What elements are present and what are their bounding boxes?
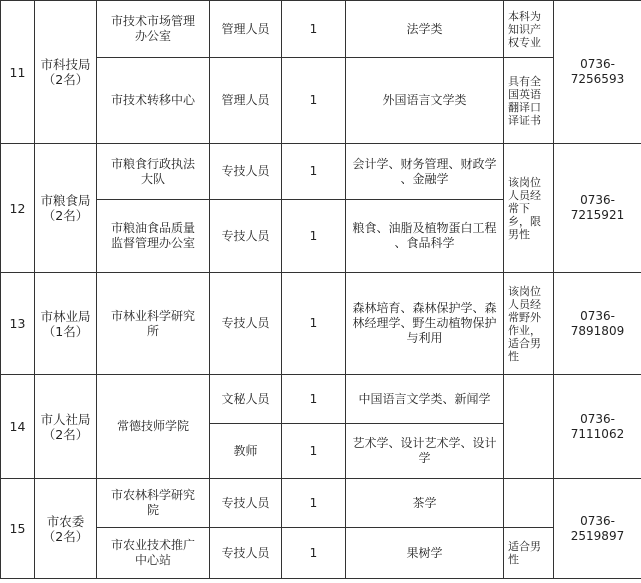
position-count: 1 [282, 58, 346, 144]
remark: 该岗位 人员经 常野外 作业， 适合男 性 [504, 273, 554, 375]
position-count: 1 [282, 200, 346, 273]
position-count: 1 [282, 424, 346, 479]
position-type: 文秘人员 [210, 375, 282, 424]
unit-name: 市技术转移中心 [97, 58, 210, 144]
phone: 0736- 7256593 [554, 1, 641, 144]
table-row [1, 1, 641, 58]
table-row [1, 144, 641, 200]
major-requirement: 中国语言文学类、新闻学 [346, 375, 504, 424]
position-count: 1 [282, 479, 346, 528]
unit-name: 市林业科学研究 所 [97, 273, 210, 375]
unit-name: 市粮食行政执法 大队 [97, 144, 210, 200]
table-row [1, 479, 641, 528]
major-requirement: 粮食、油脂及植物蛋白工程 、食品科学 [346, 200, 504, 273]
department: 市人社局 （2名） [35, 375, 97, 479]
remark: 具有全 国英语 翻译口 译证书 [504, 58, 554, 144]
major-requirement: 果树学 [346, 528, 504, 579]
remark: 适合男 性 [504, 528, 554, 579]
phone: 0736- 7111062 [554, 375, 641, 479]
position-type: 管理人员 [210, 1, 282, 58]
position-count: 1 [282, 273, 346, 375]
unit-name: 市粮油食品质量 监督管理办公室 [97, 200, 210, 273]
position-type: 专技人员 [210, 273, 282, 375]
department: 市粮食局 （2名） [35, 144, 97, 273]
position-type: 专技人员 [210, 528, 282, 579]
position-type: 专技人员 [210, 200, 282, 273]
position-count: 1 [282, 375, 346, 424]
table-row [1, 58, 641, 144]
phone: 0736- 7215921 [554, 144, 641, 273]
row-number: 13 [1, 273, 35, 375]
major-requirement: 外国语言文学类 [346, 58, 504, 144]
remark [504, 375, 554, 479]
remark [504, 479, 554, 528]
department: 市农委 （2名） [35, 479, 97, 579]
phone: 0736- 7891809 [554, 273, 641, 375]
position-count: 1 [282, 1, 346, 58]
phone: 0736- 2519897 [554, 479, 641, 579]
remark: 该岗位 人员经 常下 乡，限 男性 [504, 144, 554, 273]
department: 市科技局 （2名） [35, 1, 97, 144]
table-row [1, 375, 641, 424]
table-row [1, 528, 641, 579]
row-number: 14 [1, 375, 35, 479]
department: 市林业局 （1名） [35, 273, 97, 375]
unit-name: 市农业技术推广 中心站 [97, 528, 210, 579]
remark: 本科为 知识产 权专业 [504, 1, 554, 58]
position-type: 专技人员 [210, 144, 282, 200]
row-number: 12 [1, 144, 35, 273]
major-requirement: 茶学 [346, 479, 504, 528]
position-count: 1 [282, 144, 346, 200]
row-number: 15 [1, 479, 35, 579]
unit-name: 市农林科学研究 院 [97, 479, 210, 528]
unit-name: 市技术市场管理 办公室 [97, 1, 210, 58]
position-type: 教师 [210, 424, 282, 479]
position-count: 1 [282, 528, 346, 579]
major-requirement: 法学类 [346, 1, 504, 58]
position-type: 管理人员 [210, 58, 282, 144]
table-row [1, 273, 641, 375]
major-requirement: 森林培育、森林保护学、森 林经理学、野生动植物保护 与利用 [346, 273, 504, 375]
major-requirement: 艺术学、设计艺术学、设计学 [346, 424, 504, 479]
major-requirement: 会计学、财务管理、财政学 、金融学 [346, 144, 504, 200]
row-number: 11 [1, 1, 35, 144]
position-type: 专技人员 [210, 479, 282, 528]
unit-name: 常德技师学院 [97, 375, 210, 479]
